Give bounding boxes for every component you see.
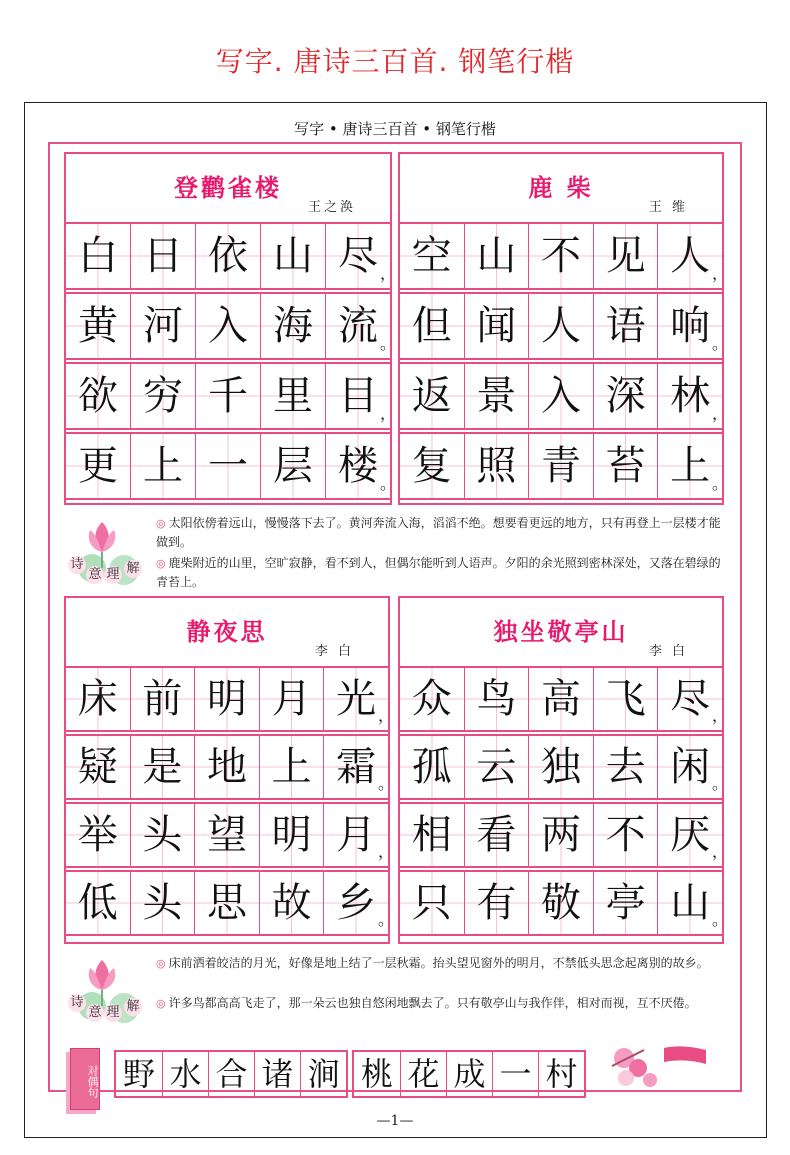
character: 里 <box>273 373 313 419</box>
character-cell <box>66 294 130 358</box>
bullet-icon: ◎ <box>156 957 166 970</box>
character: 青 <box>540 443 581 489</box>
character-cell <box>259 804 324 866</box>
character: 山 <box>670 880 711 926</box>
punctuation: 。 <box>711 910 728 929</box>
character-cell <box>195 294 260 358</box>
poem-line <box>400 666 728 732</box>
character-cell <box>657 364 728 428</box>
poem-title: 登鹳雀楼 <box>174 174 282 202</box>
poem-line <box>400 870 728 936</box>
couplet-char: 野 <box>122 1055 155 1093</box>
character-cell <box>464 668 529 730</box>
character: 人 <box>540 303 581 349</box>
character: 但 <box>411 303 452 349</box>
character-cell <box>464 872 529 934</box>
couplet-char: 水 <box>169 1055 202 1093</box>
poem-header <box>400 598 722 666</box>
character-cell <box>66 736 130 798</box>
character-cell <box>130 736 195 798</box>
character-cell <box>528 872 593 934</box>
character-cell <box>657 804 728 866</box>
character: 前 <box>142 676 183 722</box>
punctuation: 。 <box>379 474 396 493</box>
character-cell <box>400 364 464 428</box>
character-cell <box>593 668 658 730</box>
character-cell <box>657 736 728 798</box>
character: 闲 <box>670 744 711 790</box>
character: 见 <box>605 233 646 279</box>
couplet-cell <box>400 1052 446 1096</box>
lotus-badge <box>62 512 152 592</box>
character: 故 <box>271 880 312 926</box>
character-cell <box>66 224 130 288</box>
character-cell <box>66 872 130 934</box>
punctuation: ， <box>711 264 728 283</box>
character: 乡 <box>336 880 377 926</box>
note-text: 许多鸟都高高飞走了，那一朵云也独自悠闲地飘去了。只有敬亭山与我作伴，相对而视，互不厌倦。 <box>168 996 697 1010</box>
character-cell <box>260 294 325 358</box>
poem-line <box>66 734 394 800</box>
character: 欲 <box>78 373 118 419</box>
character: 思 <box>206 880 247 926</box>
poem-line <box>66 362 396 430</box>
note-text: 床前洒着皎洁的月光，好像是地上结了一层秋霜。抬头望见窗外的明月，不禁低头思念起离别的故乡。 <box>168 956 709 970</box>
character-cell <box>593 434 658 498</box>
poem-line <box>400 362 728 430</box>
character-cell <box>593 294 658 358</box>
poem-line <box>66 870 394 936</box>
character-cell <box>593 364 658 428</box>
character: 厌 <box>670 812 711 858</box>
character: 孤 <box>411 744 452 790</box>
poem-line <box>400 432 728 500</box>
character-cell <box>66 668 130 730</box>
punctuation: ， <box>711 842 728 861</box>
character-cell <box>400 736 464 798</box>
character-cell <box>195 364 260 428</box>
poem-box <box>64 596 394 944</box>
poem-box <box>398 596 728 944</box>
badge-char: 意 <box>86 1004 104 1022</box>
couplet-right <box>352 1050 586 1098</box>
character-cell <box>657 434 728 498</box>
character-cell <box>593 872 658 934</box>
character-cell <box>194 736 259 798</box>
punctuation: ， <box>377 842 394 861</box>
character: 上 <box>271 744 312 790</box>
poem-line <box>66 666 394 732</box>
character-cell <box>130 294 195 358</box>
character-cell <box>400 434 464 498</box>
note-paragraph <box>156 954 724 973</box>
blossom-banner-icon <box>604 1040 714 1094</box>
couplet-char: 成 <box>453 1055 486 1093</box>
character-cell <box>657 294 728 358</box>
punctuation: 。 <box>377 910 394 929</box>
note-paragraph <box>156 554 724 592</box>
couplet-left <box>114 1050 348 1098</box>
character-cell <box>325 364 396 428</box>
punctuation: 。 <box>379 334 396 353</box>
character-cell <box>325 224 396 288</box>
couplet-char: 花 <box>407 1055 440 1093</box>
character: 复 <box>411 443 452 489</box>
character: 云 <box>476 744 517 790</box>
character: 黄 <box>78 303 118 349</box>
couplet-cell <box>162 1052 208 1096</box>
character: 月 <box>271 676 312 722</box>
character: 明 <box>206 676 247 722</box>
character-cell <box>593 224 658 288</box>
character: 霜 <box>336 744 377 790</box>
poem-box <box>64 152 396 505</box>
character-cell <box>323 668 394 730</box>
poem-line <box>66 802 394 868</box>
character: 尽 <box>670 676 711 722</box>
note-paragraph <box>156 514 724 552</box>
character-cell <box>657 668 728 730</box>
character: 更 <box>78 443 118 489</box>
badge-char: 诗 <box>68 556 86 574</box>
punctuation: 。 <box>711 774 728 793</box>
poem-header <box>400 154 722 222</box>
character-cell <box>195 224 260 288</box>
page-header: 写字 • 唐诗三百首 • 钢笔行楷 <box>294 120 496 138</box>
page-number: —1— <box>376 1113 414 1129</box>
character-cell <box>260 434 325 498</box>
character: 流 <box>338 303 378 349</box>
character-cell <box>194 668 259 730</box>
character: 明 <box>271 812 312 858</box>
character: 深 <box>605 373 646 419</box>
character-cell <box>66 434 130 498</box>
character-cell <box>194 872 259 934</box>
poem-title: 静夜思 <box>186 618 268 646</box>
couplet-cell <box>254 1052 300 1096</box>
bullet-icon: ◎ <box>156 557 166 570</box>
character-cell <box>259 668 324 730</box>
character: 日 <box>143 233 183 279</box>
character: 相 <box>411 812 452 858</box>
character-cell <box>464 804 529 866</box>
character: 低 <box>77 880 118 926</box>
character: 层 <box>273 443 313 489</box>
character: 入 <box>208 303 248 349</box>
poem-author: 李 白 <box>648 644 688 659</box>
character-cell <box>130 364 195 428</box>
poem-header <box>66 154 390 222</box>
note-text: 鹿柴附近的山里，空旷寂静，看不到人，但偶尔能听到人语声。夕阳的余光照到密林深处，又落在碧绿的青苔上。 <box>156 556 721 589</box>
character: 是 <box>142 744 183 790</box>
left-margin-rule <box>48 142 50 1092</box>
badge-char: 解 <box>124 560 142 578</box>
character: 去 <box>605 744 646 790</box>
poem-author: 李 白 <box>314 644 354 659</box>
character: 独 <box>540 744 581 790</box>
badge-char: 意 <box>86 566 104 584</box>
character: 床 <box>77 676 118 722</box>
character-cell <box>464 294 529 358</box>
character: 依 <box>208 233 248 279</box>
character: 苔 <box>605 443 646 489</box>
character-cell <box>323 804 394 866</box>
poem-box <box>398 152 728 505</box>
character-cell <box>464 364 529 428</box>
character-cell <box>195 434 260 498</box>
character-cell <box>593 804 658 866</box>
couplet-label <box>66 1048 102 1118</box>
couplet-cell <box>300 1052 346 1096</box>
punctuation: ， <box>711 404 728 423</box>
character: 只 <box>411 880 452 926</box>
character: 不 <box>540 233 581 279</box>
character: 响 <box>670 303 711 349</box>
poem-author: 王之涣 <box>307 200 356 215</box>
poem-author: 王 维 <box>648 200 688 215</box>
character: 林 <box>670 373 711 419</box>
character-cell <box>400 872 464 934</box>
character-cell <box>260 364 325 428</box>
character-cell <box>66 804 130 866</box>
character-cell <box>400 224 464 288</box>
punctuation: 。 <box>377 774 394 793</box>
character: 千 <box>208 373 248 419</box>
poem-header <box>66 598 388 666</box>
character-cell <box>657 872 728 934</box>
character: 一 <box>208 443 248 489</box>
character: 尽 <box>338 233 378 279</box>
badge-char: 解 <box>124 998 142 1016</box>
poem-line <box>66 292 396 360</box>
character: 闻 <box>476 303 517 349</box>
character-cell <box>194 804 259 866</box>
character: 疑 <box>77 744 118 790</box>
character: 头 <box>142 880 183 926</box>
note-paragraph <box>156 994 724 1013</box>
punctuation: ， <box>379 264 396 283</box>
couplet-char: 一 <box>499 1055 532 1093</box>
character-cell <box>528 294 593 358</box>
couplet-cell <box>538 1052 584 1096</box>
character: 语 <box>605 303 646 349</box>
character: 返 <box>411 373 452 419</box>
character-cell <box>130 224 195 288</box>
character: 楼 <box>338 443 378 489</box>
character: 河 <box>143 303 183 349</box>
poem-line <box>66 222 396 290</box>
character: 照 <box>476 443 517 489</box>
character-cell <box>528 364 593 428</box>
character-cell <box>400 804 464 866</box>
character-cell <box>593 736 658 798</box>
character: 高 <box>540 676 581 722</box>
character: 地 <box>206 744 247 790</box>
badge-char: 理 <box>104 1004 122 1022</box>
character-cell <box>323 736 394 798</box>
character-cell <box>323 872 394 934</box>
character: 山 <box>476 233 517 279</box>
badge-char: 理 <box>104 566 122 584</box>
right-margin-rule <box>740 142 742 1092</box>
couplet-char: 桃 <box>360 1055 393 1093</box>
note-text: 太阳依傍着远山，慢慢落下去了。黄河奔流入海，滔滔不绝。想要看更远的地方，只有再登上一层楼才能做到。 <box>156 516 721 549</box>
couplet-char: 合 <box>215 1055 248 1093</box>
character: 有 <box>476 880 517 926</box>
couplet-cell <box>116 1052 162 1096</box>
punctuation: ， <box>379 404 396 423</box>
character-cell <box>130 872 195 934</box>
character: 山 <box>273 233 313 279</box>
poem-title: 独坐敬亭山 <box>493 618 629 646</box>
character: 白 <box>78 233 118 279</box>
character-cell <box>528 736 593 798</box>
character: 不 <box>605 812 646 858</box>
poem-line <box>400 292 728 360</box>
poem-line <box>400 802 728 868</box>
character-cell <box>325 434 396 498</box>
couplet-label-text: 对偶句 <box>86 1064 99 1098</box>
couplet-cell <box>354 1052 400 1096</box>
badge-char: 诗 <box>68 994 86 1012</box>
character: 景 <box>476 373 517 419</box>
character-cell <box>130 804 195 866</box>
character: 目 <box>338 373 378 419</box>
poem-title: 鹿 柴 <box>528 174 594 202</box>
decoration-graphic <box>604 1040 714 1094</box>
character: 穷 <box>143 373 183 419</box>
character: 入 <box>540 373 581 419</box>
poem-line <box>400 222 728 290</box>
character: 上 <box>143 443 183 489</box>
punctuation: ， <box>711 706 728 725</box>
couplet-cell <box>446 1052 492 1096</box>
character-cell <box>325 294 396 358</box>
character-cell <box>464 224 529 288</box>
character-cell <box>400 668 464 730</box>
character: 海 <box>273 303 313 349</box>
character: 光 <box>336 676 377 722</box>
character-cell <box>657 224 728 288</box>
character-cell <box>528 434 593 498</box>
couplet-char: 村 <box>545 1055 578 1093</box>
bullet-icon: ◎ <box>156 517 166 530</box>
character: 头 <box>142 812 183 858</box>
character-cell <box>260 224 325 288</box>
character-cell <box>130 668 195 730</box>
couplet-cell <box>208 1052 254 1096</box>
couplet-char: 涧 <box>307 1055 340 1093</box>
character: 人 <box>670 233 711 279</box>
character-cell <box>259 872 324 934</box>
punctuation: 。 <box>711 334 728 353</box>
poem-line <box>400 734 728 800</box>
character: 众 <box>411 676 452 722</box>
character-cell <box>528 668 593 730</box>
character-cell <box>130 434 195 498</box>
bullet-icon: ◎ <box>156 997 166 1010</box>
poem-line <box>66 432 396 500</box>
character: 敬 <box>540 880 581 926</box>
character-cell <box>464 434 529 498</box>
punctuation: ， <box>377 706 394 725</box>
header-rule <box>48 142 742 144</box>
couplet-char: 诸 <box>261 1055 294 1093</box>
character-cell <box>528 804 593 866</box>
character: 月 <box>336 812 377 858</box>
character: 鸟 <box>476 676 517 722</box>
character: 看 <box>476 812 517 858</box>
couplet-cell <box>492 1052 538 1096</box>
punctuation: 。 <box>711 474 728 493</box>
lotus-badge <box>62 950 152 1030</box>
character: 举 <box>77 812 118 858</box>
character-cell <box>400 294 464 358</box>
character: 望 <box>206 812 247 858</box>
main-title: 写字. 唐诗三百首. 钢笔行楷 <box>215 45 575 78</box>
character-cell <box>464 736 529 798</box>
character: 飞 <box>605 676 646 722</box>
character: 上 <box>670 443 711 489</box>
character-cell <box>528 224 593 288</box>
character: 两 <box>540 812 581 858</box>
character-cell <box>259 736 324 798</box>
character-cell <box>66 364 130 428</box>
character: 空 <box>411 233 452 279</box>
character: 亭 <box>605 880 646 926</box>
